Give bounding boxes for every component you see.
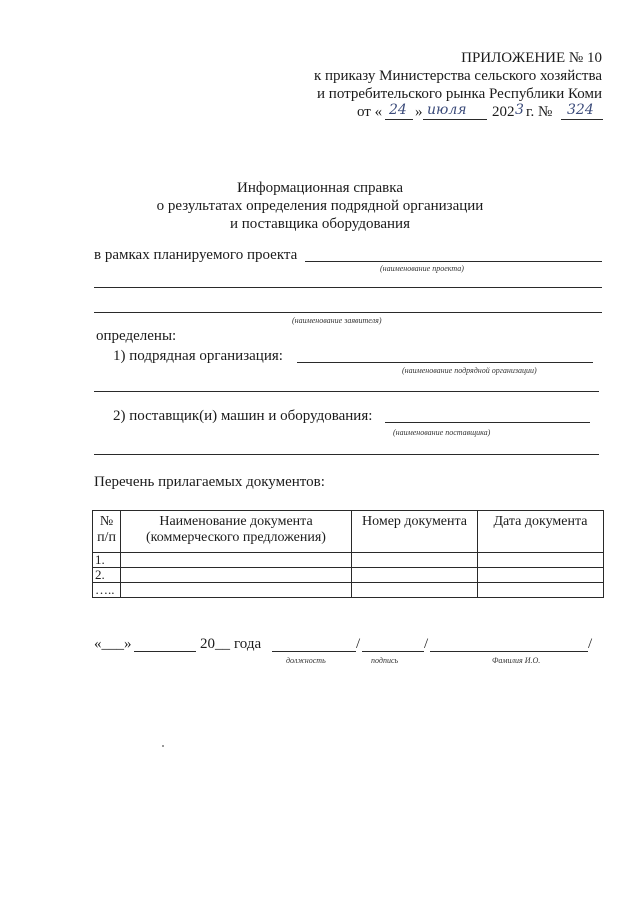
signature-year-word: года [234,636,262,652]
name-line[interactable] [430,651,588,652]
doc-date-cell[interactable] [478,568,604,583]
table-row [93,583,604,598]
doc-title-line1: Информационная справка [237,180,403,196]
date-day-handwritten: 24 [389,102,407,118]
documents-table [92,510,604,598]
project-caption: (наименование проекта) [380,264,464,273]
signature-line[interactable] [362,651,424,652]
scan-speck [162,745,164,747]
table-row [93,568,604,583]
date-mid: » [415,104,423,120]
doc-title-line2: о результатах определения подрядной организации [156,198,484,214]
position-line[interactable] [272,651,356,652]
order-date-line [357,102,607,122]
contractor-field-line[interactable] [297,362,593,363]
date-prefix: от « [357,104,383,120]
project-continuation-line[interactable] [94,287,602,288]
signature-date-day[interactable]: «___» [94,636,132,652]
project-label: в рамках планируемого проекта [94,247,298,263]
col-docnum-header: Номер документа [352,511,478,553]
applicant-caption: (наименование заявителя) [292,316,382,325]
col-docdate-header: Дата документа [478,511,604,553]
doc-date-cell[interactable] [478,553,604,568]
date-year-handwritten: 3 [515,102,524,118]
slash-2: / [424,636,429,652]
name-caption: Фамилия И.О. [492,656,541,665]
contractor-caption: (наименование подрядной организации) [402,366,537,375]
doc-name-cell[interactable] [121,583,352,598]
doc-date-cell[interactable] [478,583,604,598]
order-number-label: г. № [526,104,553,120]
project-field-line[interactable] [305,261,602,262]
row-number-cell: 1. [93,553,121,568]
appendix-number: ПРИЛОЖЕНИЕ № 10 [461,50,602,66]
slash-1: / [356,636,361,652]
supplier-label: 2) поставщик(и) машин и оборудования: [113,408,373,424]
signature-month-line[interactable] [134,651,196,652]
date-year-prefix: 202 [492,104,515,120]
supplier-caption: (наименование поставщика) [393,428,491,437]
position-caption: должность [286,656,326,665]
slash-3: / [588,636,593,652]
doc-name-cell[interactable] [121,553,352,568]
doc-number-cell[interactable] [352,583,478,598]
order-reference-line1: к приказу Министерства сельского хозяйства [313,68,602,84]
signature-block [94,634,604,674]
col-name-header: Наименование документа (коммерческого предложения) [121,511,352,553]
supplier-continuation-line[interactable] [94,454,599,455]
applicant-field-line[interactable] [94,312,602,313]
supplier-field-line[interactable] [385,422,590,423]
contractor-label: 1) подрядная организация: [113,348,283,364]
doc-number-cell[interactable] [352,568,478,583]
row-number-cell: 2. [93,568,121,583]
col-number-header: № п/п [93,511,121,553]
docs-list-label: Перечень прилагаемых документов: [94,474,325,490]
order-number-handwritten: 324 [567,102,594,118]
order-reference-line2: и потребительского рынка Республики Коми [317,86,602,102]
row-number-cell: ….. [93,583,121,598]
contractor-continuation-line[interactable] [94,391,599,392]
signature-year[interactable]: 20__ [200,636,230,652]
signature-caption: подпись [371,656,399,665]
date-month-handwritten: июля [427,102,467,118]
determined-label: определены: [96,328,177,344]
table-header-row [93,511,604,553]
doc-number-cell[interactable] [352,553,478,568]
table-row [93,553,604,568]
doc-name-cell[interactable] [121,568,352,583]
doc-title-line3: и поставщика оборудования [230,216,410,232]
